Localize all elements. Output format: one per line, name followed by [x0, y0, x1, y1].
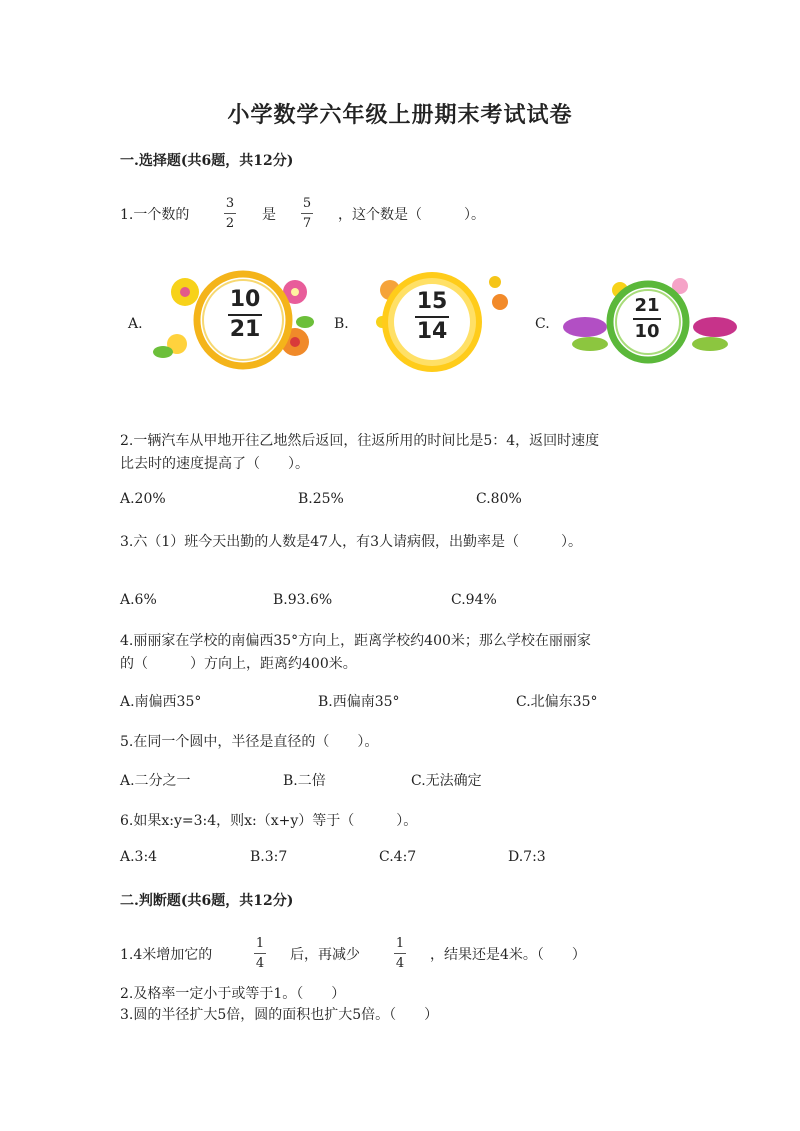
section-heading-judgement: 二.判断题(共6题，共12分): [120, 893, 294, 909]
fraction-bar: [254, 953, 266, 954]
q4-text-line1: 4.丽丽家在学校的南偏西35°方向上，距离学校约400米；那么学校在丽丽家: [120, 633, 591, 649]
fraction-bar: [228, 314, 262, 316]
q5-option-c: C.无法确定: [411, 773, 482, 789]
fraction-bar: [394, 953, 406, 954]
q2-option-a: A.20%: [120, 491, 166, 507]
q5-option-a: A.二分之一: [120, 773, 191, 789]
fraction-denominator: 7: [302, 216, 312, 231]
q5-text: 5.在同一个圆中，半径是直径的（ ）。: [120, 734, 379, 750]
fraction-numerator: 10: [229, 287, 261, 312]
section-heading-choice: 一.选择题(共6题，共12分): [120, 153, 294, 169]
fraction-denominator: 2: [225, 216, 235, 231]
j2-text: 2.及格率一定小于或等于1。（ ）: [120, 986, 346, 1002]
page-title: 小学数学六年级上册期末考试试卷: [227, 102, 573, 128]
q3-text: 3.六（1）班今天出勤的人数是47人，有3人请病假，出勤率是（ ）。: [120, 534, 582, 550]
q1-option-b-fraction: [408, 290, 456, 344]
fraction-numerator: 15: [416, 289, 448, 314]
q1-fraction-5-7: [301, 196, 313, 231]
fraction-numerator: 3: [225, 196, 235, 211]
q2-text-line2: 比去时的速度提高了（ ）。: [120, 456, 309, 472]
q1-suffix: ，这个数是（ ）。: [338, 207, 485, 223]
j1-fraction-1-4-a: [254, 936, 266, 971]
q1-option-b-label: B.: [334, 316, 349, 332]
j3-text: 3.圆的半径扩大5倍，圆的面积也扩大5倍。（ ）: [120, 1007, 439, 1023]
q4-text-line2: 的（ ）方向上，距离约400米。: [120, 656, 357, 672]
fraction-numerator: 5: [302, 196, 312, 211]
q5-option-b: B.二倍: [283, 773, 326, 789]
q6-text: 6.如果x:y=3:4，则x:（x+y）等于（ ）。: [120, 813, 418, 829]
q6-option-b: B.3:7: [250, 849, 288, 865]
q3-option-c: C.94%: [451, 592, 497, 608]
fraction-denominator: 21: [229, 317, 261, 342]
fraction-denominator: 14: [416, 319, 448, 344]
q1-option-a-label: A.: [128, 316, 143, 332]
q1-mid: 是: [262, 207, 276, 223]
q4-option-b: B.西偏南35°: [318, 694, 400, 710]
fraction-bar: [415, 316, 449, 318]
j1-prefix: 1.4米增加它的: [120, 947, 213, 963]
q6-option-d: D.7:3: [508, 849, 546, 865]
fraction-bar: [224, 213, 236, 214]
q1-option-c-label: C.: [535, 316, 550, 332]
j1-fraction-1-4-b: [394, 936, 406, 971]
q6-option-c: C.4:7: [379, 849, 417, 865]
fraction-denominator: 4: [255, 956, 265, 971]
j1-suffix: ，结果还是4米。（ ）: [430, 947, 586, 963]
q2-option-c: C.80%: [476, 491, 522, 507]
q3-option-a: A.6%: [120, 592, 157, 608]
q4-option-a: A.南偏西35°: [120, 694, 202, 710]
fraction-denominator: 10: [634, 321, 660, 342]
fraction-bar: [633, 318, 661, 320]
fraction-denominator: 4: [395, 956, 405, 971]
fraction-numerator: 21: [634, 295, 660, 316]
q1-option-a-fraction: [221, 288, 269, 342]
q1-option-c-fraction: [624, 296, 670, 342]
q2-option-b: B.25%: [298, 491, 344, 507]
q3-option-b: B.93.6%: [273, 592, 333, 608]
q6-option-a: A.3:4: [120, 849, 158, 865]
fraction-numerator: 1: [255, 936, 265, 951]
q1-prefix: 1.一个数的: [120, 207, 190, 223]
q1-fraction-3-2: [224, 196, 236, 231]
q2-text-line1: 2.一辆汽车从甲地开往乙地然后返回，往返所用的时间比是5：4，返回时速度: [120, 433, 600, 449]
j1-mid: 后，再减少: [290, 947, 360, 963]
fraction-bar: [301, 213, 313, 214]
fraction-numerator: 1: [395, 936, 405, 951]
q4-option-c: C.北偏东35°: [516, 694, 598, 710]
